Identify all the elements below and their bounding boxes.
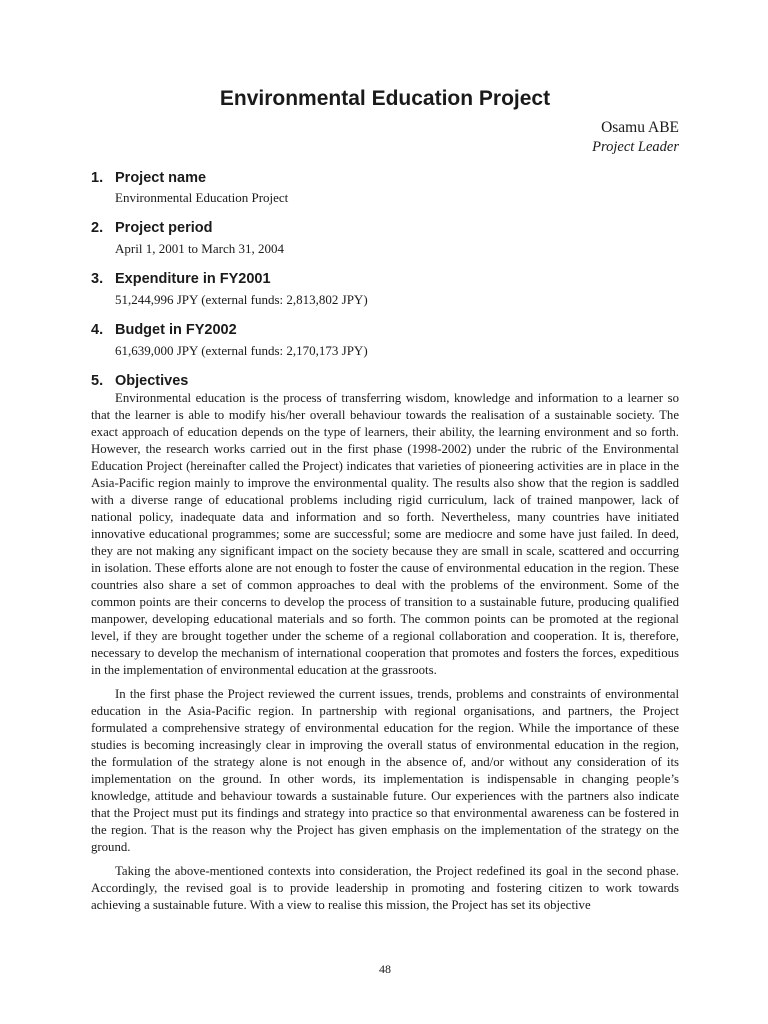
section-title: Project period [115,220,213,236]
section-number: 2. [91,220,104,236]
author-role: Project Leader [592,139,679,155]
section-heading-expenditure [91,270,271,288]
section-title: Budget in FY2002 [115,322,237,338]
section-title: Expenditure in FY2001 [115,271,271,287]
section-number: 1. [91,170,104,186]
body-paragraph: Taking the above-mentioned contexts into consideration, the Project redefined its goal in the second phase. Accordingly, the revised goal is to provide leadership in promoting and fostering citizen to work towards achieving a sustainable future. With a view to realise this mission, the Project has set its objective [91,864,679,912]
section-heading-objectives [91,372,188,390]
body-paragraph: Environmental education is the process of transferring wisdom, knowledge and information to a learner so that the learner is able to modify his/her overall behaviour towards the realisation of a sustainable society. The exact approach of education depends on the type of learners, their ability, the learning environment and so forth. However, the research works carried out in the first phase (1998-2002) under the rubric of the Environmental Education Project (hereinafter called the Project) indicates that varieties of pioneering activities are in place in the Asia-Pacific region mainly to improve the environmental quality. The results also show that the region is saddled with a diverse range of educational problems including rigid curriculum, lack of trained manpower, lack of national policy, inadequate data and information and so forth. Nevertheless, many countries have initiated innovative educational programmes; some are successful; some are mediocre and some have just failed. In deed, they are not making any significant impact on the society because they are small in scale, scattered and occurring in isolation. These efforts alone are not enough to foster the cause of environmental education in the region. These countries also share a set of common approaches to deal with the problems of the environment. Some of the common points are their concerns to develop the process of transition to a sustainable future, producing qualified manpower, developing educational materials and so forth. The common points can be promoted at the regional level, if they are brought together under the scheme of a regional collaboration and cooperation. It is, therefore, necessary to develop the mechanism of international cooperation that promotes and fosters the forces, expeditious in the implementation of environmental education at the grassroots. [91,391,679,677]
section-title: Project name [115,170,207,186]
section-value-project-period: April 1, 2001 to March 31, 2004 [115,241,284,256]
author-name: Osamu ABE [601,119,679,136]
section-number: 5. [91,373,104,389]
section-value-expenditure: 51,244,996 JPY (external funds: 2,813,802 JPY) [115,292,368,307]
document-title: Environmental Education Project [219,87,551,110]
section-title: Objectives [115,373,189,389]
section-number: 3. [91,271,104,287]
section-heading-budget [91,321,237,339]
body-paragraph: In the first phase the Project reviewed the current issues, trends, problems and constraints of environmental education in the Asia-Pacific region. In partnership with regional organisations, and partners, the Project formulated a comprehensive strategy of environmental education for the region. While the importance of these studies is becoming increasingly clear in improving the overall status of environmental education in the region, the formulation of the strategy alone is not enough in the absence of, and/or without any consideration of its implementation on the ground. In other words, its implementation is indispensable in changing people’s knowledge, attitude and behaviour towards a sustainable future. Our experiences with the partners also indicate that the Project must put its findings and strategy into practice so that environmental awareness can be fostered in the region. That is the reason why the Project has given emphasis on the implementation of the strategy on the ground. [91,687,679,854]
section-value-budget: 61,639,000 JPY (external funds: 2,170,173 JPY) [115,343,368,358]
section-heading-project-period [91,219,213,237]
page-number: 48 [379,962,391,976]
objectives-body [91,390,679,921]
section-number: 4. [91,322,104,338]
section-heading-project-name [91,169,206,187]
document-page [91,0,679,1024]
section-value-project-name: Environmental Education Project [115,190,289,205]
